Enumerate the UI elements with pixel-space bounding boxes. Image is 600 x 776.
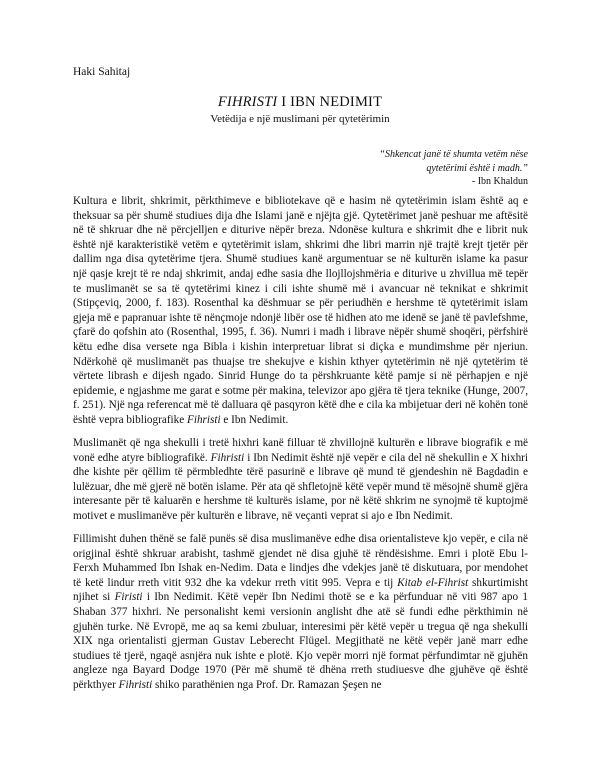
p3-text-d: shiko parathënien nga Prof. Dr. Ramazan Şeşen ne [152, 679, 382, 691]
p1-text-b: e Ibn Nedimit. [220, 413, 289, 426]
page-title [0, 94, 600, 111]
p3-italic-2: Firisti [114, 591, 143, 604]
paragraph-2 [73, 436, 528, 524]
p3-italic-1: Kitab el-Fihrist [397, 576, 469, 589]
p2-italic: Fihristi [210, 451, 245, 464]
paragraph-1 [73, 194, 528, 428]
page-subtitle: Vetëdija e një muslimani për qytetërimin [210, 113, 390, 125]
p1-text-a: Kultura e librit, shkrimit, përkthimeve e bibliotekave që e hasim në qytetërimin islam është aq e theksuar sa për shumë studiues dija dhe Islami janë e njëjta gjë. Qytetërimet janë peshuar me aftësitë në të shkruar dhe në përcjelljen e diturive nëpër breza. Ndonëse kultura e shkrimit dhe e librit nuk është një karakteristikë vetëm e qytetërimit islam, shkrimi dhe libri marrin një trajtë krejt tjetër për dallim nga disa qytetërime tjera. Shumë studiues kanë argumentuar se në kulturën islame ka pasur një qasje krejt të re ndaj shkrimit, andaj edhe sasia dhe llojllojshmëria e diturive u zhvillua më tepër te muslimanët se sa të qytetërimi kinez i cili ishte shumë më i avancuar në teknikat e shkrimit (Stipçeviq, 2000, f. 183). Rosenthal ka dëshmuar se për periudhën e hershme të qytetërimit islam gjeja më e papranuar ishte të nënçmoje ndonjë libër ose të hidhen ato me idenë se janë të pavlefshme, çfarë do qofshin ato (Rosenthal, 1995, f. 36). Numri i madh i librave nëpër shumë shoqëri, përfshirë këtu edhe disa versete nga Bibla i kishin interpretuar librat si diçka e mundimshme për njeriun. Ndërkohë që muslimanët pas thuajse tre shekujve e kishin kthyer qytetërimin në një qytetërim të vërtete librash e dijesh ngado. Sinrid Hunge do ta përshkruante këtë pamje si në përhapjen e një epidemie, e ngjashme me garat e sotme për makina, televizor apo gjëra të tjera teknike (Hunge, 2007, f. 251). Një nga referencat më të dalluara që pasqyron këtë dhe e cila ka mbijetuar deri në kohën tonë është vepra bibliografike [73, 195, 528, 426]
p2-text-b: i Ibn Nedimit është një vepër e cila del në shekullin e X hixhri dhe kishte për qëllim të përmbledhte tërë pasurinë e librave që mund të gjendeshin në Bagdadin e lulëzuar, dhe më gjerë në botën islame. Për ata që shfletojnë këtë vepër mund të mësojnë shumë gjëra interesante për të kaluarën e hershme të kulturës islame, por në këtë shkrim ne synojmë të kuptojmë motivet e muslimanëve për kulturën e librave, në veçanti veprat si ajo e Ibn Nedimit. [73, 451, 528, 522]
p3-text-a: Fillimisht duhen thënë se falë punës së disa muslimanëve edhe disa orientalisteve kjo vepër, e cila në origjinal është shkruar arabisht, tashmë gjendet në disa gjuhë të rëndësishme. Emri i plotë Ebu l-Ferxh Muhammed Ibn Ishak en-Nedim. Data e lindjes dhe vdekjes janë të diskutuara, por mendohet të ketë lindur rreth vitit 932 dhe ka vdekur rreth vitit 995. Vepra e tij [73, 533, 528, 589]
p3-italic-3: Fihristi [118, 679, 153, 691]
author-name: Haki Sahitaj [73, 66, 131, 78]
title-italic: FIHRISTI [217, 94, 278, 110]
p1-italic: Fihristi [187, 413, 221, 426]
body-text [73, 194, 528, 701]
p3-text-c: i Ibn Nedimit. Këtë vepër Ibn Nedimi thotë se e ka përfunduar në viti 987 apo 1 Shaban 377 hixhri. Ne personalisht kemi versionin anglisht dhe atë së fundi edhe përkthimin në gjuhën turke. Në Evropë, me aq sa kemi zbuluar, interesimi për këtë vepër u tregua që nga shekulli XIX nga orientalisti gjerman Gustav Leberecht Flügel. Megjithatë ne këtë vepër janë marr edhe studiues të tjerë, ngaqë asnjëra nuk ishte e plotë. Kjo vepër morri një format përfundimtar në gjuhën angleze nga Bayard Dodge 1970 (Për më shumë të dhëna rreth studiuesve dhe gjuhëve që është përkthyer [73, 591, 528, 691]
paragraph-3 [73, 532, 528, 693]
epigraph-line-1: “Shkencat janë të shumta vetëm nëse [379, 149, 528, 160]
p2-text-a: Muslimanët që nga shekulli i tretë hixhri kanë filluar të zhvillojnë kulturën e librave biografik e më vonë edhe atyre bibliografikë. [73, 437, 528, 464]
epigraph-line-2: qytetërimi është i madh.” [426, 162, 528, 174]
epigraph-attribution: - Ibn Khaldun [471, 176, 528, 187]
p3-text-b: shkurtimisht njihet si [73, 576, 528, 604]
epigraph [268, 148, 528, 189]
title-rest: I IBN NEDIMIT [277, 94, 383, 110]
